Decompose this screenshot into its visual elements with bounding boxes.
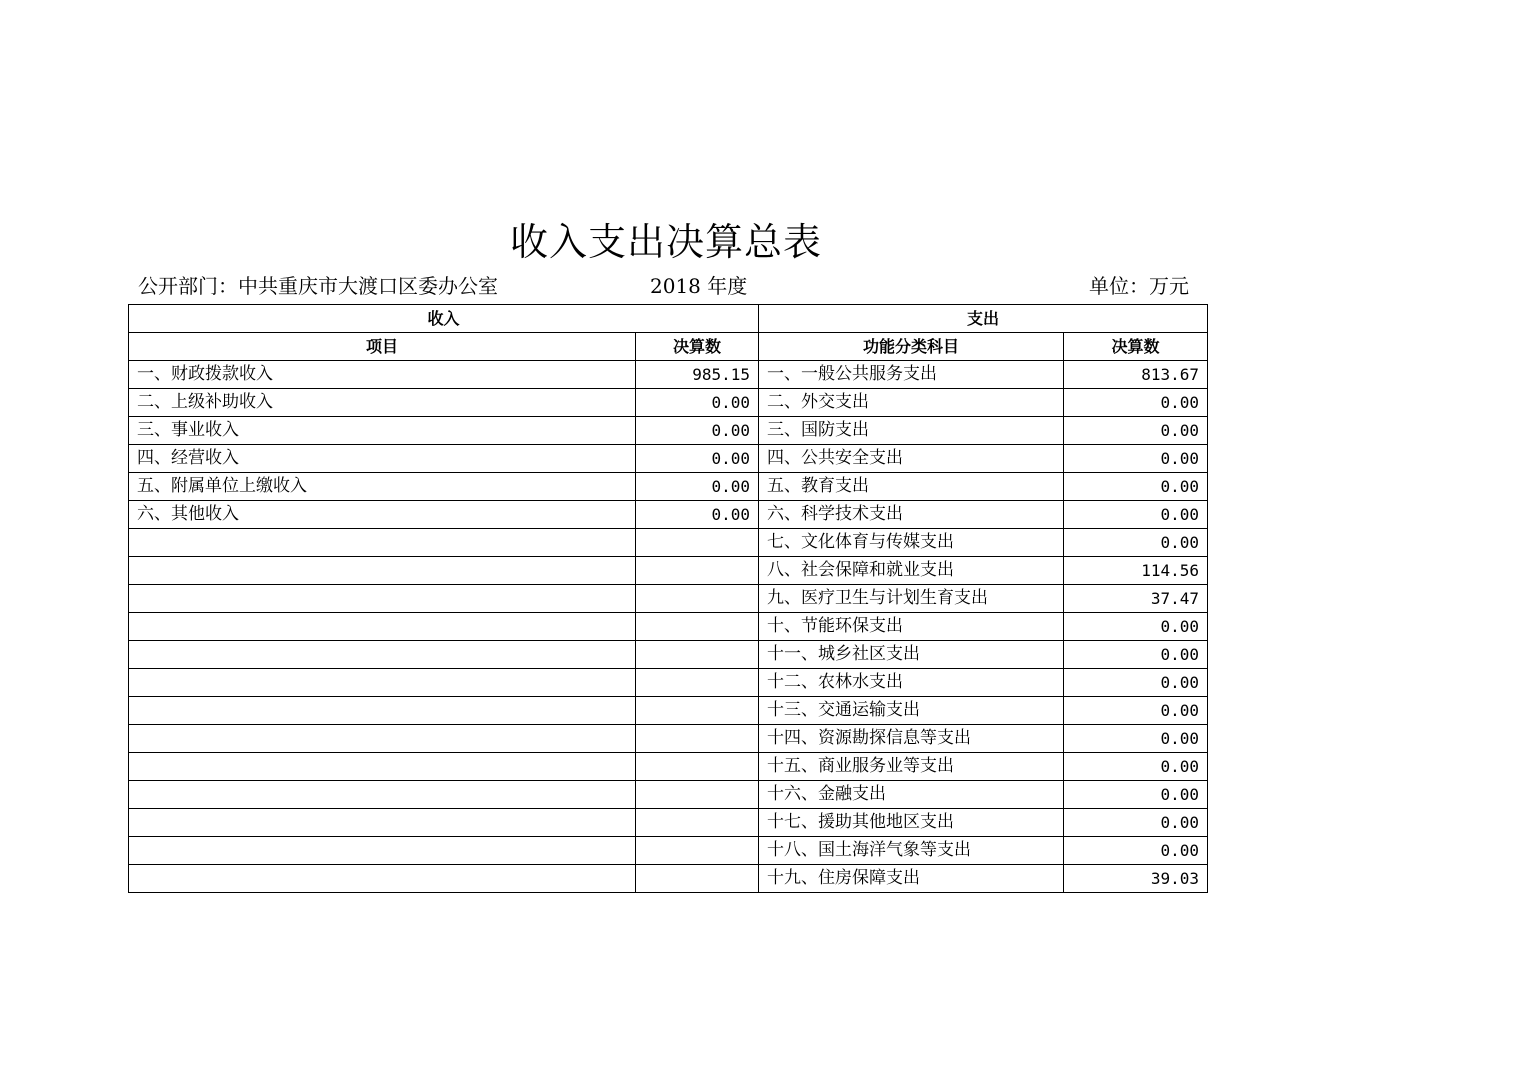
table-row	[129, 361, 1208, 389]
expense-amount-cell: 0.00	[1064, 529, 1208, 557]
income-amount-cell	[636, 697, 759, 725]
table-row	[129, 781, 1208, 809]
expense-item-cell: 十四、资源勘探信息等支出	[759, 725, 1064, 753]
income-item-cell: 一、财政拨款收入	[129, 361, 636, 389]
expense-item-cell: 九、医疗卫生与计划生育支出	[759, 585, 1064, 613]
expense-amount-cell: 0.00	[1064, 613, 1208, 641]
income-item-cell	[129, 585, 636, 613]
table-row	[129, 865, 1208, 893]
table-row	[129, 837, 1208, 865]
income-amount-cell	[636, 809, 759, 837]
income-amount-cell	[636, 669, 759, 697]
income-item-cell	[129, 557, 636, 585]
income-item-cell	[129, 837, 636, 865]
expense-item-cell: 十八、国土海洋气象等支出	[759, 837, 1064, 865]
expense-item-cell: 一、一般公共服务支出	[759, 361, 1064, 389]
income-item-cell	[129, 809, 636, 837]
table-row	[129, 753, 1208, 781]
expense-item-cell: 十七、援助其他地区支出	[759, 809, 1064, 837]
expense-item-cell: 二、外交支出	[759, 389, 1064, 417]
expense-item-cell: 十二、农林水支出	[759, 669, 1064, 697]
income-group-header: 收入	[129, 305, 759, 333]
expense-amount-cell: 39.03	[1064, 865, 1208, 893]
expense-amount-cell: 0.00	[1064, 809, 1208, 837]
expense-item-cell: 十、节能环保支出	[759, 613, 1064, 641]
expense-item-cell: 十一、城乡社区支出	[759, 641, 1064, 669]
table-body	[129, 305, 1208, 893]
table-row	[129, 473, 1208, 501]
income-amount-cell: 0.00	[636, 389, 759, 417]
income-item-cell	[129, 725, 636, 753]
income-amount-cell: 0.00	[636, 501, 759, 529]
expense-amount-cell: 114.56	[1064, 557, 1208, 585]
table-row	[129, 585, 1208, 613]
income-item-cell	[129, 781, 636, 809]
expense-group-header: 支出	[759, 305, 1208, 333]
table-row	[129, 641, 1208, 669]
expense-item-cell: 十三、交通运输支出	[759, 697, 1064, 725]
page-title: 收入支出决算总表	[510, 220, 823, 264]
income-item-cell: 六、其他收入	[129, 501, 636, 529]
expense-amount-cell: 0.00	[1064, 641, 1208, 669]
income-amount-cell	[636, 641, 759, 669]
expense-amount-cell: 0.00	[1064, 781, 1208, 809]
expense-amount-cell: 0.00	[1064, 473, 1208, 501]
expense-item-cell: 十九、住房保障支出	[759, 865, 1064, 893]
income-item-cell	[129, 865, 636, 893]
expense-amount-cell: 0.00	[1064, 389, 1208, 417]
income-item-cell	[129, 613, 636, 641]
income-item-cell: 五、附属单位上缴收入	[129, 473, 636, 501]
unit-label: 单位：万元	[1089, 274, 1189, 298]
expense-amount-cell: 813.67	[1064, 361, 1208, 389]
income-amount-cell	[636, 865, 759, 893]
table-row	[129, 529, 1208, 557]
expense-amount-cell: 0.00	[1064, 501, 1208, 529]
income-item-cell: 二、上级补助收入	[129, 389, 636, 417]
expense-item-cell: 三、国防支出	[759, 417, 1064, 445]
income-amount-cell	[636, 529, 759, 557]
table-row	[129, 501, 1208, 529]
income-item-cell	[129, 669, 636, 697]
income-amount-cell	[636, 725, 759, 753]
table-row	[129, 613, 1208, 641]
expense-amount-cell: 37.47	[1064, 585, 1208, 613]
table-row	[129, 697, 1208, 725]
income-item-cell: 四、经营收入	[129, 445, 636, 473]
income-item-cell	[129, 753, 636, 781]
expense-item-cell: 十六、金融支出	[759, 781, 1064, 809]
income-item-cell: 三、事业收入	[129, 417, 636, 445]
income-expense-table	[128, 304, 1208, 893]
income-amount-cell	[636, 781, 759, 809]
table-row	[129, 725, 1208, 753]
expense-amount-cell: 0.00	[1064, 669, 1208, 697]
category-column-header: 功能分类科目	[759, 333, 1064, 361]
income-amount-column-header: 决算数	[636, 333, 759, 361]
expense-item-cell: 六、科学技术支出	[759, 501, 1064, 529]
income-amount-cell: 985.15	[636, 361, 759, 389]
expense-amount-column-header: 决算数	[1064, 333, 1208, 361]
income-amount-cell	[636, 557, 759, 585]
income-amount-cell	[636, 837, 759, 865]
department-label: 公开部门：中共重庆市大渡口区委办公室	[138, 274, 498, 298]
expense-item-cell: 十五、商业服务业等支出	[759, 753, 1064, 781]
table-row	[129, 417, 1208, 445]
table-group-header-row	[129, 305, 1208, 333]
income-item-cell	[129, 697, 636, 725]
expense-amount-cell: 0.00	[1064, 417, 1208, 445]
table-row	[129, 445, 1208, 473]
income-amount-cell: 0.00	[636, 445, 759, 473]
item-column-header: 项目	[129, 333, 636, 361]
table-row	[129, 557, 1208, 585]
table-row	[129, 809, 1208, 837]
expense-amount-cell: 0.00	[1064, 837, 1208, 865]
expense-item-cell: 五、教育支出	[759, 473, 1064, 501]
income-item-cell	[129, 641, 636, 669]
table-column-header-row	[129, 333, 1208, 361]
expense-item-cell: 八、社会保障和就业支出	[759, 557, 1064, 585]
income-amount-cell	[636, 613, 759, 641]
table-row	[129, 669, 1208, 697]
expense-item-cell: 七、文化体育与传媒支出	[759, 529, 1064, 557]
expense-item-cell: 四、公共安全支出	[759, 445, 1064, 473]
income-amount-cell: 0.00	[636, 473, 759, 501]
income-amount-cell	[636, 753, 759, 781]
table-row	[129, 389, 1208, 417]
income-amount-cell: 0.00	[636, 417, 759, 445]
income-item-cell	[129, 529, 636, 557]
expense-amount-cell: 0.00	[1064, 445, 1208, 473]
expense-amount-cell: 0.00	[1064, 725, 1208, 753]
fiscal-year-label: 2018 年度	[650, 274, 748, 298]
expense-amount-cell: 0.00	[1064, 697, 1208, 725]
expense-amount-cell: 0.00	[1064, 753, 1208, 781]
income-amount-cell	[636, 585, 759, 613]
